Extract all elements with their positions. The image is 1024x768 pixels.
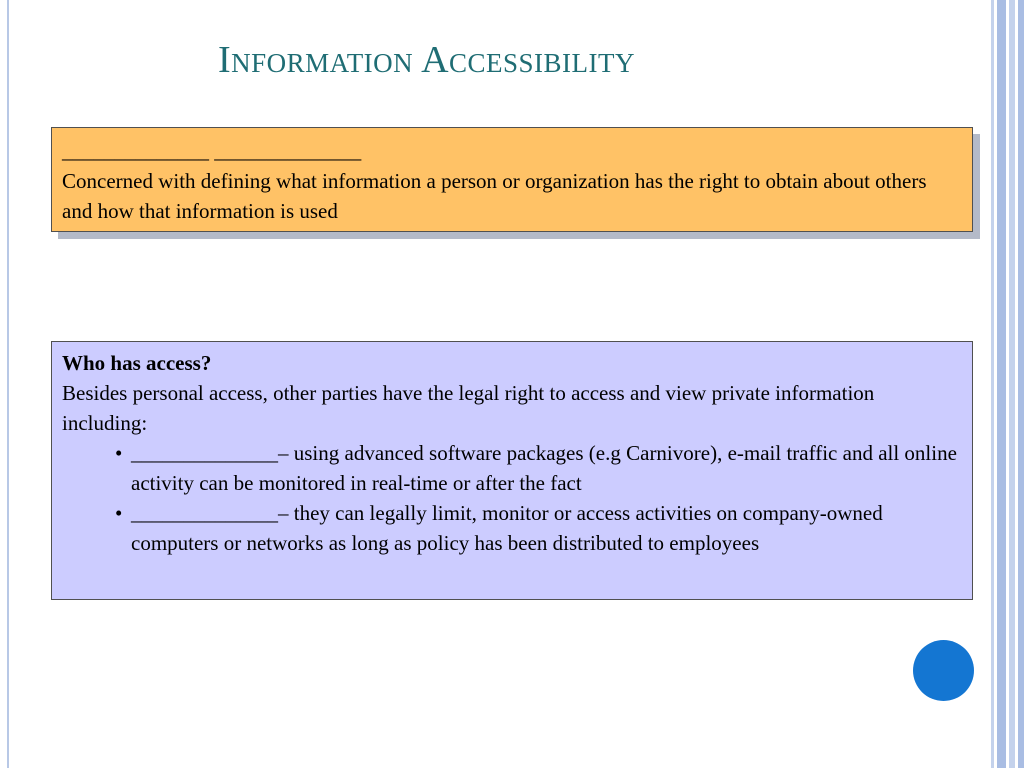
decorative-circle-icon [913, 640, 974, 701]
frame-stripe-right [1009, 0, 1015, 768]
slide-title: Information Accessibility [218, 39, 636, 81]
access-box [51, 341, 973, 600]
definition-box [51, 127, 973, 232]
frame-stripe-left [7, 0, 9, 768]
access-heading: Who has access? [62, 351, 212, 375]
bullet-text: ______________– they can legally limit, monitor or access activities on company-owned computers or networks as long as policy has been distributed to employees [131, 501, 883, 555]
frame-stripe-right [991, 0, 994, 768]
access-intro: Besides personal access, other parties have the legal right to access and view private information including: [62, 381, 875, 435]
bullet-icon: • [115, 501, 123, 525]
list-item [62, 498, 962, 558]
access-bullet-list [62, 438, 962, 558]
bullet-text: ______________– using advanced software packages (e.g Carnivore), e-mail traffic and all online activity can be monitored in real-time or after the fact [131, 441, 957, 495]
frame-stripe-right [997, 0, 1006, 768]
list-item [62, 438, 962, 498]
definition-blank-heading: ______________ ______________ [62, 139, 362, 163]
bullet-icon: • [115, 441, 123, 465]
frame-stripe-right [1018, 0, 1024, 768]
definition-text: Concerned with defining what information a person or organization has the right to obtain about others and how that information is used [62, 169, 927, 223]
